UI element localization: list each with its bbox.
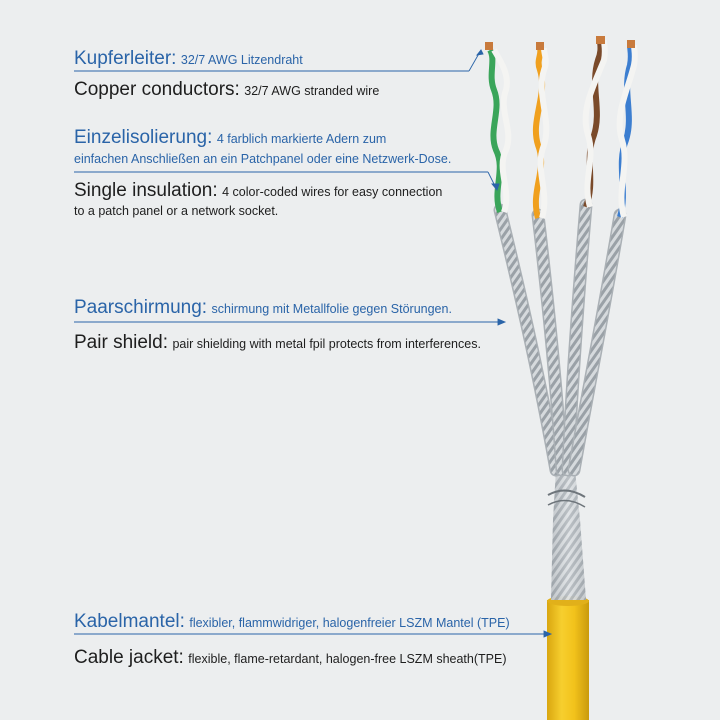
insulation-de-title: Einzelisolierung: [74,127,213,148]
label-shield-de [74,298,452,317]
overall-shield [548,470,586,600]
copper-conductors [485,36,635,50]
insulation-en-desc2: to a patch panel or a network socket. [74,204,279,218]
jacket-en-title: Cable jacket: [74,647,184,668]
label-jacket-de [74,612,510,631]
label-insulation-en [74,181,442,200]
shield-en-title: Pair shield: [74,332,168,353]
label-copper-en [74,80,379,99]
insulation-en-desc: 4 color-coded wires for easy connection [222,185,443,199]
label-insulation-de [74,128,386,147]
jacket-de-desc: flexibler, flammwidriger, halogenfreier LSZM Mantel (TPE) [189,616,510,630]
copper-de-title: Kupferleiter: [74,48,177,69]
shield-en-desc: pair shielding with metal fpil protects from interferences. [172,337,481,351]
copper-en-title: Copper conductors: [74,79,240,100]
copper-de-desc: 32/7 AWG Litzendraht [180,53,303,67]
jacket-de-title: Kabelmantel: [74,611,185,632]
jacket-en-desc: flexible, flame-retardant, halogen-free LSZM sheath(TPE) [188,652,507,666]
insulation-de-desc2: einfachen Anschließen an ein Patchpanel oder eine Netzwerk-Dose. [74,152,452,166]
label-copper-de [74,49,303,68]
insulated-wires [490,40,635,218]
pair-shields [500,205,620,470]
shield-de-desc: schirmung mit Metallfolie gegen Störungen. [211,302,452,316]
label-jacket-en [74,648,507,667]
insulation-de-desc: 4 farblich markierte Adern zum [216,132,387,146]
label-shield-en [74,333,481,352]
copper-en-desc: 32/7 AWG stranded wire [244,84,380,98]
insulation-en-title: Single insulation: [74,180,218,201]
cable-jacket [547,596,589,720]
shield-de-title: Paarschirmung: [74,297,208,318]
